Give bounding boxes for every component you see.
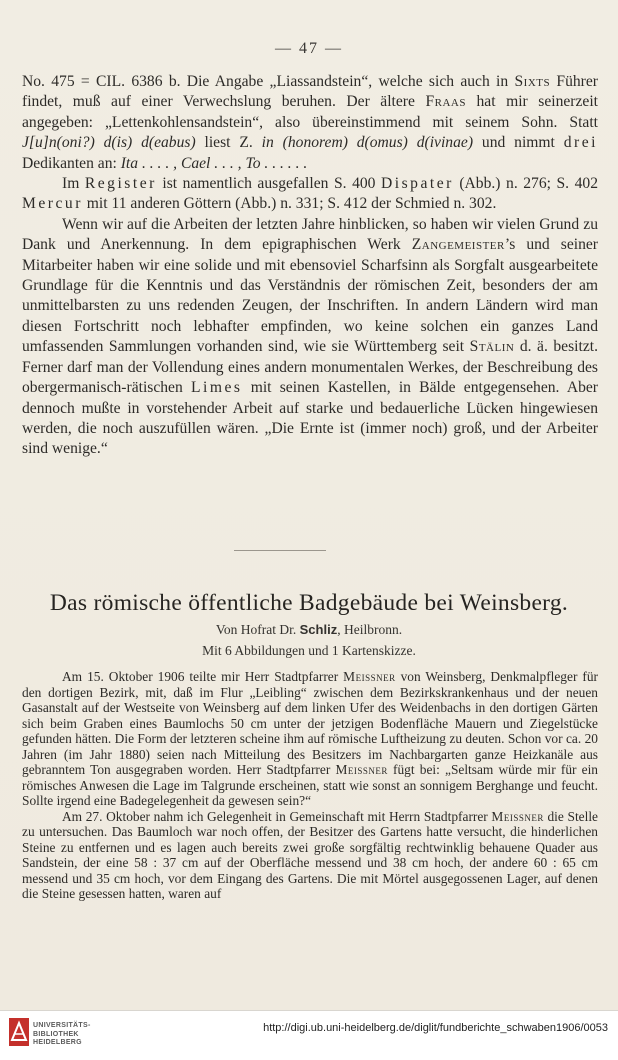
page-number: — 47 — xyxy=(275,40,343,57)
small-caps-name: Stälin xyxy=(469,338,515,356)
author-prefix: Von Hofrat Dr. xyxy=(215,622,300,637)
permalink-url[interactable]: http://digi.ub.uni-heidelberg.de/diglit/fundberichte_schwaben1906/0053 xyxy=(263,1022,608,1034)
small-caps-name: Zangemeister xyxy=(411,236,505,254)
spaced-emphasis: drei xyxy=(563,134,598,152)
paragraph: Im Register ist namentlich ausgefallen S. 400 Dispater (Abb.) n. 276; S. 402 Mercur mit 11 anderen Göttern (Abb.) n. 331; S. 412 der Schmied n. 302. xyxy=(22,175,598,213)
small-caps-name: Meissner xyxy=(335,762,388,777)
spaced-emphasis: Limes xyxy=(191,379,243,397)
small-caps-name: Meissner xyxy=(343,669,396,684)
article-body xyxy=(22,669,598,902)
logo-line: HEIDELBERG xyxy=(33,1039,82,1046)
author-suffix: , Heilbronn. xyxy=(337,622,403,637)
italic-text: J[u]n(oni?) d(is) d(eabus) xyxy=(22,134,196,152)
section-divider xyxy=(234,550,326,551)
small-caps-name: Sixts xyxy=(514,73,551,90)
logo-line: BIBLIOTHEK xyxy=(33,1030,79,1038)
library-logo-text xyxy=(33,1022,91,1048)
italic-text: Ita . . . . , Cael . . . , To . . . . . . xyxy=(120,154,308,172)
small-caps-name: Meissner xyxy=(491,808,544,824)
article-title: Das römische öffentliche Badgebäude bei Weinsberg. xyxy=(49,590,569,616)
author-name: Schliz xyxy=(299,622,338,637)
italic-text: in (honorem) d(omus) d(ivinae) xyxy=(261,134,474,152)
paragraph: Wenn wir auf die Arbeiten der letzten Jahre hinblicken, so haben wir vielen Grund zu Dank und Anerkennung. In dem epigraphischen Werk Zangemeister’s und seiner Mitarbeiter haben wir eine solide und mit ebensoviel Scharfsinn als Sorgfalt ausgearbeitete Grundlage für die Kenntnis und das Verständnis der römischen Zeit, besonders der am unmittelbarsten zu uns redenden Zeugen, der Inschriften. In andern Ländern wird man diesen Fortschritt noch lebhafter empfinden, wo keine solchen ein ganzes Land umfassenden Sammlungen vorhanden sind, wie sie Württemberg seit Stälin d. ä. besitzt. Ferner darf man der Vollendung eines andern monumentalen Werkes, der Beschreibung des obergermanisch-rätischen Limes mit seinen Kastellen, in Bälde entgegensehen. Aber dennoch mußte in vorstehender Arbeit auf starke und bedauerliche Lücken hingewiesen werden, die noch auszufüllen wären. „Die Ernte ist (immer noch) groß, und der Arbeiter sind wenige.“ xyxy=(22,215,598,458)
library-logo-icon xyxy=(9,1018,29,1046)
logo-line: UNIVERSITÄTS- xyxy=(33,1022,91,1029)
section1-text xyxy=(22,72,598,460)
small-caps-name: Fraas xyxy=(425,93,466,111)
spaced-emphasis: Mercur xyxy=(22,195,83,213)
viewer-footer xyxy=(0,1010,618,1060)
spaced-emphasis: Register xyxy=(84,175,157,193)
paragraph: Am 27. Oktober nahm ich Gelegenheit in Gemeinschaft mit Herrn Stadtpfarrer Meissner die Stelle zu untersuchen. Das Baumloch war noch offen, der Besitzer des Gartens hatte versucht, die hinderlichen Steine zu entfernen und es lagen auch bereits zwei große sorgfältig rechtwinklig behauene Quader aus Sandstein, der eine 58 : 37 cm auf der Oberfläche messend und 38 cm hoch, der andere 60 : 65 cm messend und 35 cm hoch, vor dem Eingang des Gartens. Die mit Mörtel ausgegossenen Lager, auf denen die Steine gesessen hatten, waren auf xyxy=(22,808,598,901)
article-subtitle: Mit 6 Abbildungen und 1 Kartenskizze. xyxy=(202,643,416,658)
article-author xyxy=(0,622,618,638)
paragraph: No. 475 = CIL. 6386 b. Die Angabe „Liassandstein“, welche sich auch in Sixts Führer findet, muß auf einer Verwechslung beruhen. Der ältere Fraas hat mir seinerzeit angegeben: „Lettenkohlensandstein“, also übereinstimmend mit seinem Sohn. Statt J[u]n(oni?) d(is) d(eabus) liest Z. in (honorem) d(omus) d(ivinae) und nimmt drei Dedikanten an: Ita . . . . , Cael . . . , To . . . . . . xyxy=(22,73,598,172)
paragraph: Am 15. Oktober 1906 teilte mir Herr Stadtpfarrer Meissner von Weinsberg, Denkmalpfleger für den dortigen Bezirk, mit, daß im Flur „Leibling“ zwischen dem Bezirkskrankenhaus und der neuen Gasanstalt auf der Westseite von Weinsberg auf dem linken Ufer des Weidenbachs in den dortigen Gärten sich beim Graben eines Baumlochs 50 cm unter der jetzigen Bodenfläche Mauern und Ziegelstücke gefunden hätten. Die Form der letzteren scheine ihm auf römische Luftheizung zu deuten. Schon vor ca. 20 Jahren (im Jahr 1880) seien nach Mitteilung des Besitzers im Nachbargarten ganze Heizkanäle aus gebranntem Ton ausgegraben worden. Herr Stadtpfarrer Meissner fügt bei: „Seltsam würde mir für ein römisches Anwesen die Lage im Talgrunde erscheinen, statt wie sonst an sonnigem Berghange und feucht. Sollte irgend eine Badegelegenheit da gewesen sein?“ xyxy=(22,669,599,808)
spaced-emphasis: Dispater xyxy=(381,175,454,193)
